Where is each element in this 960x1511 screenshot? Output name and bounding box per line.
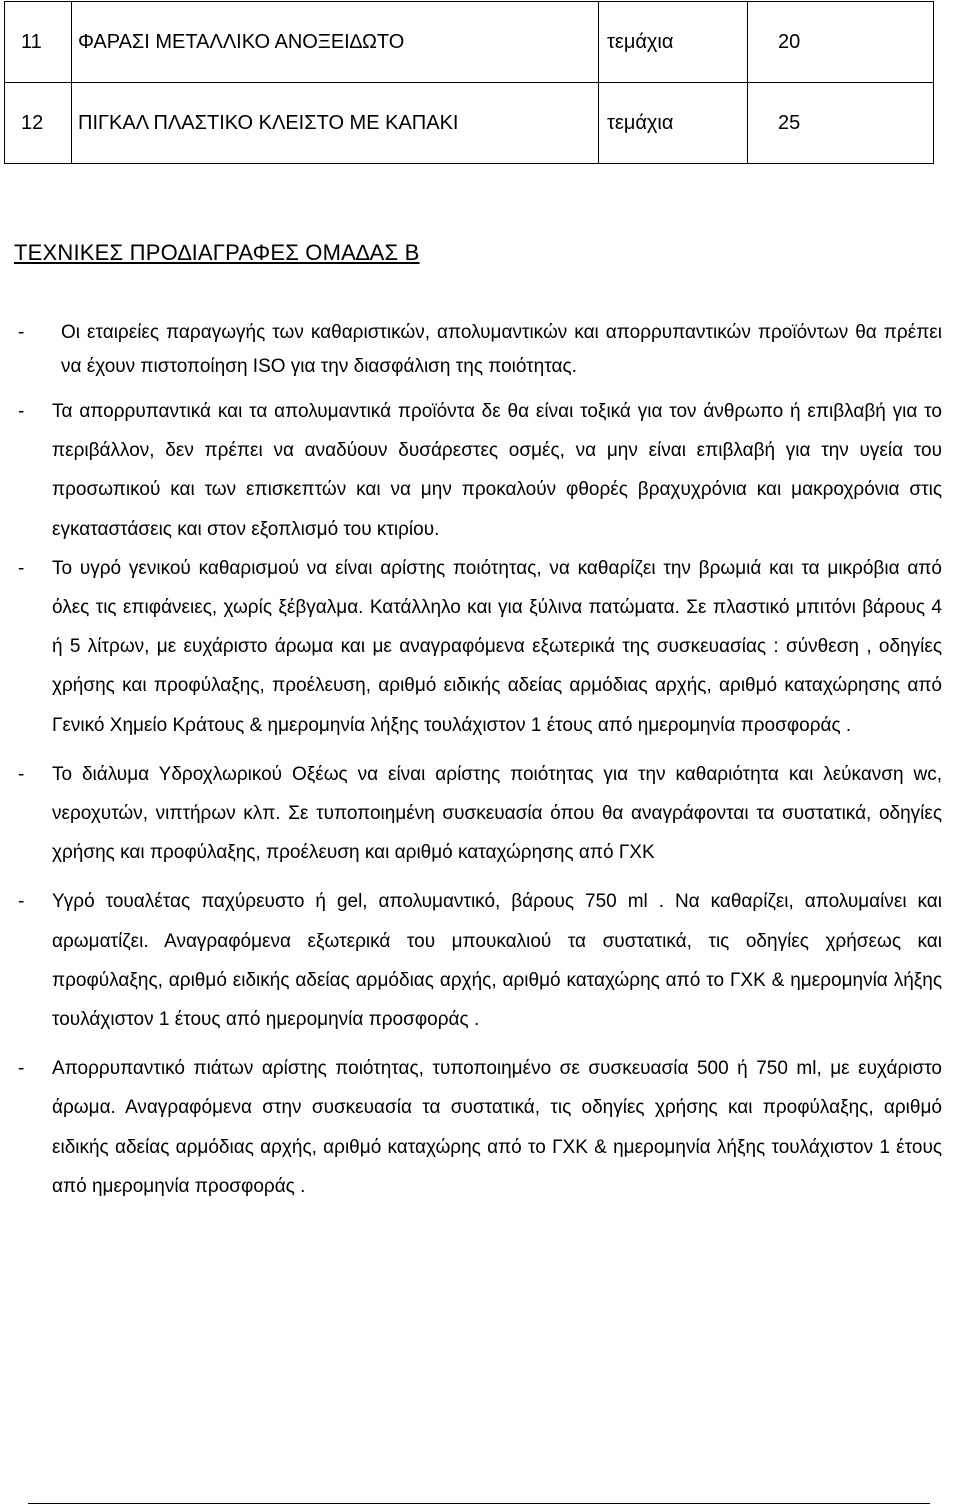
item-quantity: 20	[748, 2, 934, 83]
item-description: ΠΙΓΚΑΛ ΠΛΑΣΤΙΚΟ ΚΛΕΙΣΤΟ ΜΕ ΚΑΠΑΚΙ	[72, 83, 599, 164]
table-row	[5, 2, 934, 83]
table-row	[5, 83, 934, 164]
item-number: 11	[5, 2, 72, 83]
section-title: ΤΕΧΝΙΚΕΣ ΠΡΟ∆ΙΑΓΡΑΦΕΣ ΟΜΑ∆ΑΣ Β	[14, 240, 420, 265]
item-unit: τεμάχια	[599, 2, 748, 83]
bullet-dash: -	[18, 891, 25, 913]
bullet-dash: -	[18, 763, 25, 785]
spec-text: Το διάλυμα Υδροχλωρικού Οξέως να είναι αρίστης ποιότητας για την καθαριότητα και λεύκανση wc, νεροχυτών, νιπτήρων κλπ. Σε τυποποιημένη συσκευασία όπου θα αναγράφονται τα συστατικά, οδηγίες χρήσης και προφύλαξης, προέλευση και αριθμό καταχώρησης από ΓΧΚ	[52, 763, 942, 864]
spec-item	[14, 1049, 942, 1206]
spec-item	[14, 316, 942, 384]
spec-text: Οι εταιρείες παραγωγής των καθαριστικών, απολυμαντικών και απορρυπαντικών προϊόντων θα πρέπει να έχουν πιστοποίηση ISO για την διασφάλιση της ποιότητας.	[61, 322, 942, 377]
bullet-dash: -	[18, 557, 25, 579]
footer-divider	[28, 1503, 930, 1504]
spec-text: Απορρυπαντικό πιάτων αρίστης ποιότητας, τυποποιημένο σε συσκευασία 500 ή 750 ml, με ευχάριστο άρωμα. Αναγραφόμενα στην συσκευασία τα συστατικά, τις οδηγίες χρήσης και προφύλαξης, αριθμό ειδικής αδείας αρμόδιας αρχής, αριθμό καταχώρης από το ΓΧΚ & ημερομηνία λήξης τουλάχιστον 1 έτους από ημερομηνία προσφοράς .	[52, 1058, 942, 1197]
spec-item	[14, 755, 942, 873]
spec-text: Υγρό τουαλέτας παχύρευστο ή gel, απολυμαντικό, βάρους 750 ml . Να καθαρίζει, απολυμαίνει και αρωματίζει. Αναγραφόμενα εξωτερικά του μπουκαλιού τα συστατικά, τις οδηγίες χρήσεως και προφύλαξης, αριθμό ειδικής αδείας αρμόδιας αρχής, αριθμό καταχώρης από το ΓΧΚ & ημερομηνία λήξης τουλάχιστον 1 έτους από ημερομηνία προσφοράς .	[52, 891, 942, 1031]
bullet-dash: -	[18, 1058, 25, 1080]
spec-text: Το υγρό γενικού καθαρισμού να είναι αρίστης ποιότητας, να καθαρίζει την βρωμιά και τα μικρόβια από όλες τις επιφάνειες, χωρίς ξέβγαλμα. Κατάλληλο και για ξύλινα πατώματα. Σε πλαστικό μπιτόνι βάρους 4 ή 5 λίτρων, με ευχάριστο άρωμα και με αναγραφόμενα εξωτερικά της συσκευασίας : σύνθεση , οδηγίες χρήσης και προφύλαξης, προέλευση, αριθμό ειδικής αδείας αρμόδιας αρχής, αριθμό καταχώρησης από Γενικό Χημείο Κράτους & ημερομηνία λήξης τουλάχιστον 1 έτους από ημερομηνία προσφοράς .	[52, 557, 942, 736]
item-unit: τεμάχια	[599, 83, 748, 164]
spec-item	[14, 392, 942, 549]
spec-item	[14, 549, 942, 745]
bullet-dash: -	[18, 401, 25, 422]
spec-list	[14, 316, 942, 1206]
items-table	[4, 1, 934, 164]
item-description: ΦΑΡΑΣΙ ΜΕΤΑΛΛΙΚΟ ΑΝΟΞΕΙ∆ΩΤΟ	[72, 2, 599, 83]
bullet-dash: -	[18, 322, 25, 343]
spec-item	[14, 882, 942, 1039]
item-quantity: 25	[748, 83, 934, 164]
spec-text: Τα απορρυπαντικά και τα απολυμαντικά προϊόντα δε θα είναι τοξικά για τον άνθρωπο ή επιβλαβή για το περιβάλλον, δεν πρέπει να αναδύουν δυσάρεστες οσμές, να μην είναι επιβλαβή για την υγεία του προσωπικού και των επισκεπτών και να μην προκαλούν φθορές βραχυχρόνια και μακροχρόνια στις εγκαταστάσεις και στον εξοπλισμό του κτιρίου.	[52, 401, 942, 540]
item-number: 12	[5, 83, 72, 164]
